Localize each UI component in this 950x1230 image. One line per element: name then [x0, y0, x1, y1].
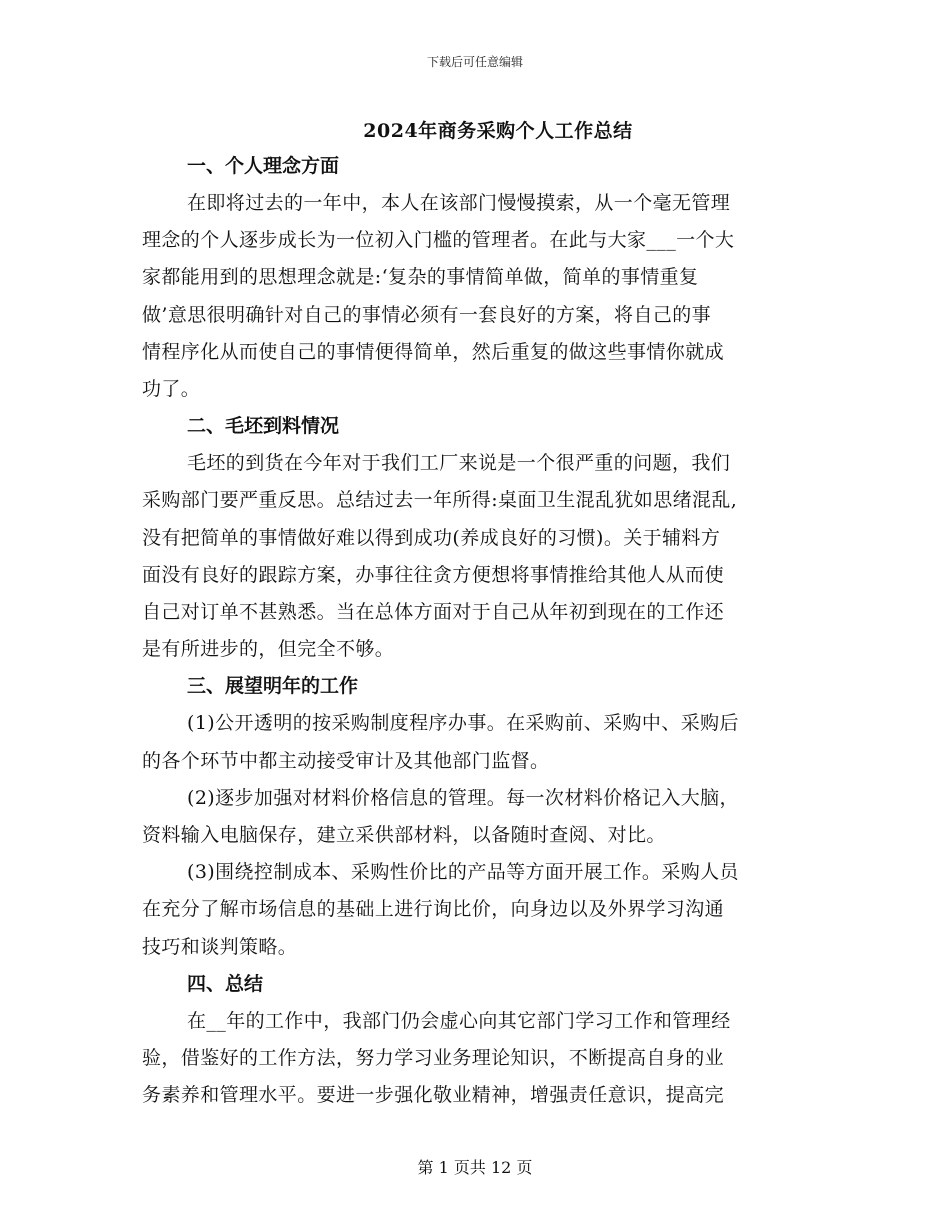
page-footer: 第 1 页共 12 页 — [417, 1158, 533, 1177]
paragraph-line: 情程序化从而使自己的事情便得简单，然后重复的做这些事情你就成 — [142, 340, 725, 363]
paragraph — [142, 185, 812, 408]
paragraph-line: 技巧和谈判策略。 — [142, 935, 298, 958]
paragraph-line: 在即将过去的一年中，本人在该部门慢慢摸索，从一个毫无管理 — [187, 192, 731, 214]
paragraph-line: 面没有良好的跟踪方案，办事往往贪方便想将事情推给其他人从而使 — [142, 563, 725, 586]
document-title: 2024年商务采购个人工作总结 — [363, 120, 633, 142]
paragraph-line: 家都能用到的思想理念就是:‘复杂的事情简单做，简单的事情重复 — [142, 266, 699, 289]
paragraph-line: 做’意思很明确针对自己的事情必须有一套良好的方案，将自己的事 — [142, 303, 712, 326]
section-heading: 一、个人理念方面 — [187, 155, 340, 177]
paragraph-line: 验，借鉴好的工作方法，努力学习业务理论知识，不断提高自身的业 — [142, 1047, 725, 1070]
paragraph-line: (3)围绕控制成本、采购性价比的产品等方面开展工作。采购人员 — [187, 861, 739, 884]
paragraph-line: 采购部门要严重反思。总结过去一年所得:桌面卫生混乱犹如思绪混乱, — [142, 489, 738, 512]
paragraph-line: 在__年的工作中，我部门仍会虚心向其它部门学习工作和管理经 — [187, 1009, 731, 1032]
paragraph-line: 毛坯的到货在今年对于我们工厂来说是一个很严重的问题，我们 — [187, 452, 731, 475]
paragraph-line: 功了。 — [142, 378, 201, 401]
paragraph-line: 没有把简单的事情做好难以得到成功(养成良好的习惯)。关于辅料方 — [142, 526, 721, 549]
paragraph-line: 自己对订单不甚熟悉。当在总体方面对于自己从年初到现在的工作还 — [142, 601, 725, 624]
paragraph — [142, 445, 812, 668]
paragraph-line: 的各个环节中都主动接受审计及其他部门监督。 — [142, 749, 550, 772]
paragraph — [142, 705, 812, 779]
section-heading: 二、毛坯到料情况 — [187, 415, 340, 438]
paragraph-line: 资料输入电脑保存，建立采供部材料，以备随时查阅、对比。 — [142, 824, 666, 847]
paragraph — [142, 854, 812, 966]
section-heading: 四、总结 — [187, 972, 264, 995]
paragraph-line: (1)公开透明的按采购制度程序办事。在采购前、采购中、采购后 — [187, 712, 739, 735]
paragraph-line: 是有所进步的，但完全不够。 — [142, 638, 395, 661]
header-note: 下载后可任意编辑 — [426, 55, 523, 69]
paragraph-line: 理念的个人逐步成长为一位初入门槛的管理者。在此与大家___一个大 — [142, 229, 735, 252]
paragraph-line: 务素养和管理水平。要进一步强化敬业精神，增强责任意识，提高完 — [142, 1084, 725, 1107]
section-heading: 三、展望明年的工作 — [187, 675, 359, 698]
paragraph — [142, 1003, 812, 1115]
paragraph-line: (2)逐步加强对材料价格信息的管理。每一次材料价格记入大脑， — [187, 786, 739, 809]
document-body — [142, 148, 812, 1114]
paragraph — [142, 780, 812, 854]
paragraph-line: 在充分了解市场信息的基础上进行询比价，向身边以及外界学习沟通 — [142, 898, 725, 921]
